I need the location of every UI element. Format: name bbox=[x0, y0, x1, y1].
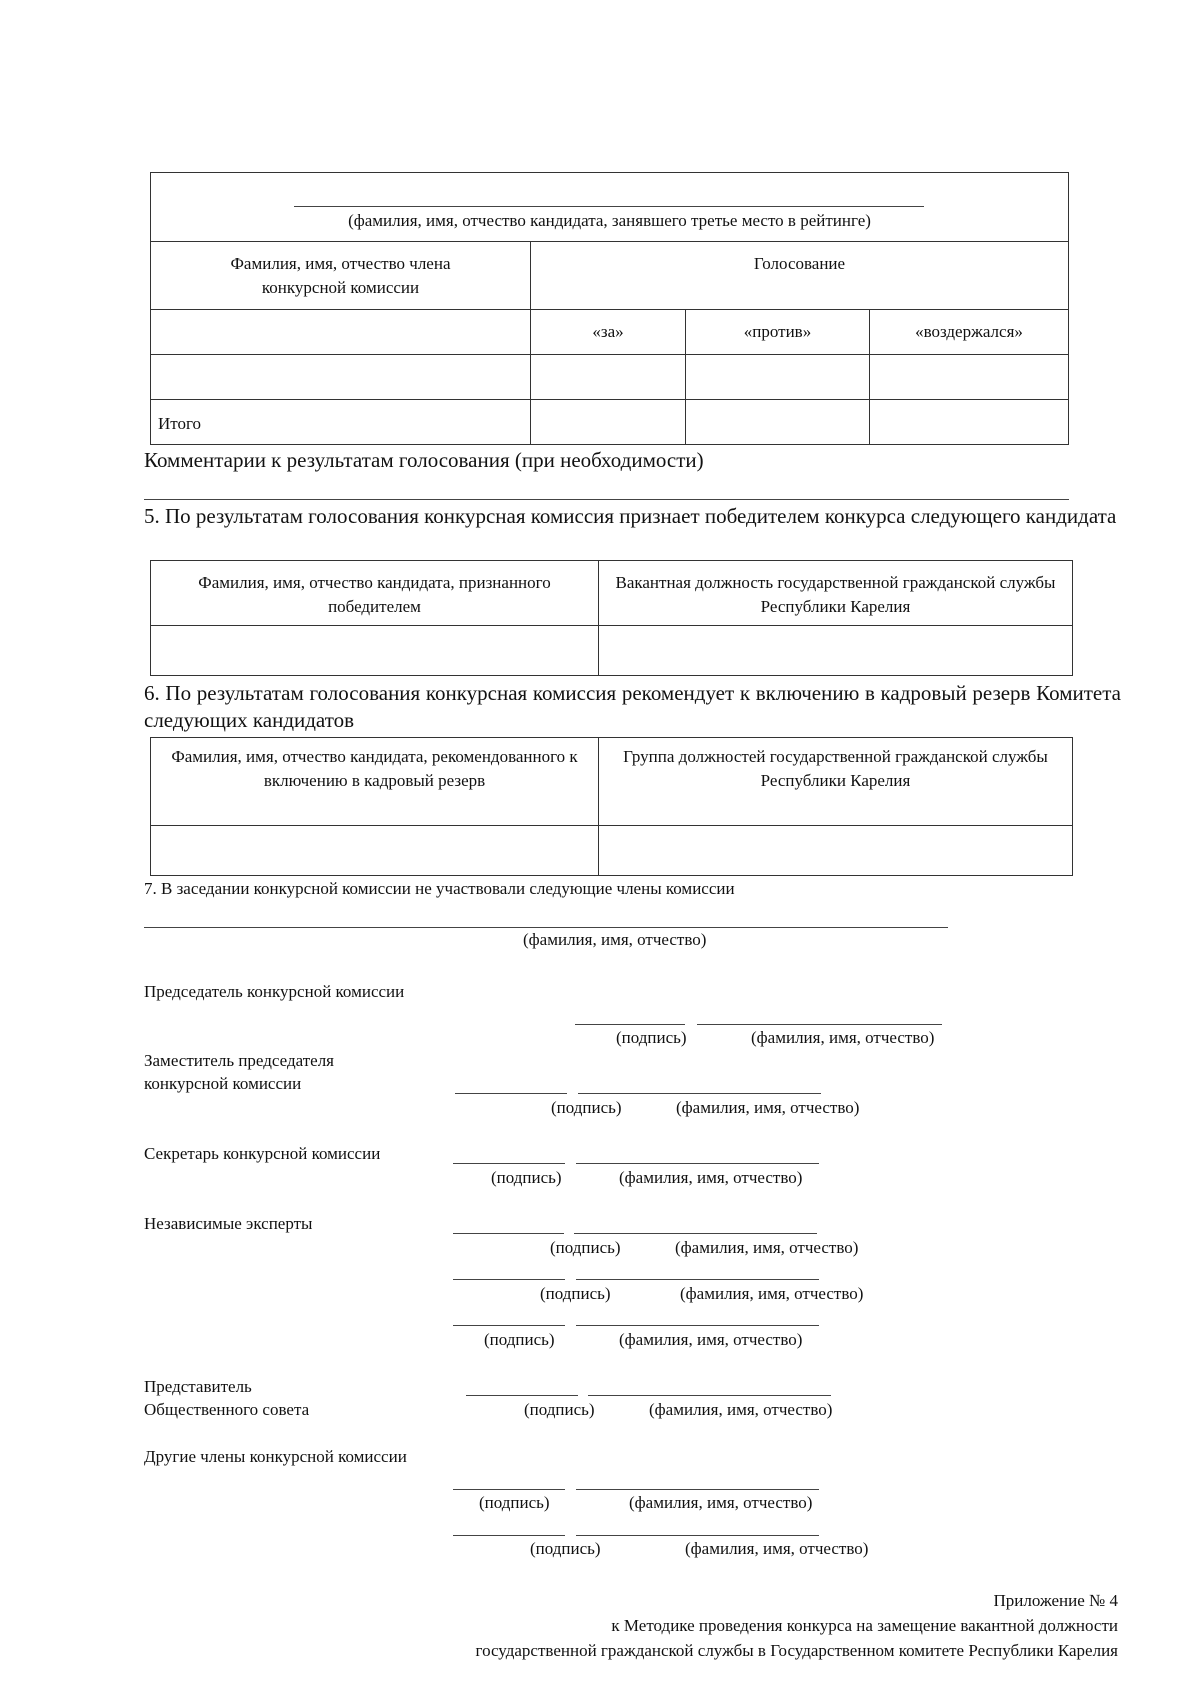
table-cell bbox=[599, 826, 1073, 876]
candidate-name-caption: (фамилия, имя, отчество кандидата, занявшего третье место в рейтинге) bbox=[348, 211, 871, 230]
winner-position-header: Вакантная должность государственной гражданской службы Республики Карелия bbox=[599, 561, 1073, 626]
comments-line bbox=[144, 499, 1069, 500]
section6-text: 6. По результатам голосования конкурсная комиссия рекомендует к включению в кадровый резерв Комитета следующих кандидатов bbox=[144, 681, 1121, 732]
name-caption: (фамилия, имя, отчество) bbox=[619, 1330, 803, 1349]
representative-label-line1: Представитель bbox=[144, 1377, 252, 1396]
winner-name-header: Фамилия, имя, отчество кандидата, признанного победителем bbox=[151, 561, 599, 626]
name-line bbox=[588, 1395, 831, 1396]
name-caption: (фамилия, имя, отчество) bbox=[649, 1400, 833, 1419]
signature-line bbox=[466, 1395, 578, 1396]
col-against: «против» bbox=[686, 310, 870, 355]
appendix-number: Приложение № 4 bbox=[993, 1591, 1118, 1610]
name-caption: (фамилия, имя, отчество) bbox=[676, 1098, 860, 1117]
signature-caption: (подпись) bbox=[479, 1493, 550, 1512]
table-cell bbox=[151, 355, 531, 400]
member-header: Фамилия, имя, отчество члена конкурсной комиссии bbox=[151, 242, 531, 310]
other-members-label: Другие члены конкурсной комиссии bbox=[144, 1447, 407, 1466]
section5-text: 5. По результатам голосования конкурсная комиссия признает победителем конкурса следующего кандидата bbox=[144, 504, 1117, 528]
table-cell bbox=[870, 400, 1069, 445]
signature-line bbox=[455, 1093, 567, 1094]
signature-line bbox=[453, 1325, 565, 1326]
table-cell bbox=[686, 400, 870, 445]
absent-members-line bbox=[144, 927, 948, 928]
table-cell bbox=[686, 355, 870, 400]
appendix-line2: к Методике проведения конкурса на замещение вакантной должности bbox=[611, 1616, 1118, 1635]
secretary-label: Секретарь конкурсной комиссии bbox=[144, 1144, 381, 1163]
voting-header: Голосование bbox=[531, 242, 1069, 310]
deputy-label-line2: конкурсной комиссии bbox=[144, 1074, 302, 1093]
reserve-group-header: Группа должностей государственной гражданской службы Республики Карелия bbox=[599, 738, 1073, 826]
name-caption: (фамилия, имя, отчество) bbox=[680, 1284, 864, 1303]
winner-table bbox=[150, 560, 1073, 676]
signature-line bbox=[453, 1535, 565, 1536]
name-caption: (фамилия, имя, отчество) bbox=[619, 1168, 803, 1187]
reserve-table bbox=[150, 737, 1073, 876]
absent-members-caption: (фамилия, имя, отчество) bbox=[523, 930, 707, 949]
experts-label: Независимые эксперты bbox=[144, 1214, 313, 1233]
signature-caption: (подпись) bbox=[540, 1284, 611, 1303]
signature-line bbox=[453, 1163, 565, 1164]
member-name-cell bbox=[151, 310, 531, 355]
signature-line bbox=[453, 1279, 565, 1280]
signature-line bbox=[453, 1233, 564, 1234]
name-line bbox=[576, 1535, 819, 1536]
name-caption: (фамилия, имя, отчество) bbox=[751, 1028, 935, 1047]
signature-line bbox=[453, 1489, 565, 1490]
name-line bbox=[574, 1233, 817, 1234]
voting-table bbox=[150, 172, 1069, 445]
appendix-footer bbox=[476, 1588, 1118, 1663]
signature-caption: (подпись) bbox=[616, 1028, 687, 1047]
signature-caption: (подпись) bbox=[550, 1238, 621, 1257]
table-cell bbox=[151, 826, 599, 876]
col-abstained: «воздержался» bbox=[870, 310, 1069, 355]
name-line bbox=[697, 1024, 942, 1025]
signature-caption: (подпись) bbox=[491, 1168, 562, 1187]
name-line bbox=[576, 1279, 819, 1280]
name-line bbox=[576, 1489, 819, 1490]
total-label: Итого bbox=[151, 400, 531, 445]
signature-line bbox=[575, 1024, 685, 1025]
name-caption: (фамилия, имя, отчество) bbox=[629, 1493, 813, 1512]
signature-caption: (подпись) bbox=[524, 1400, 595, 1419]
comments-label: Комментарии к результатам голосования (при необходимости) bbox=[144, 448, 704, 472]
name-caption: (фамилия, имя, отчество) bbox=[675, 1238, 859, 1257]
table-cell bbox=[531, 400, 686, 445]
signature-caption: (подпись) bbox=[530, 1539, 601, 1558]
section7-text: 7. В заседании конкурсной комиссии не участвовали следующие члены комиссии bbox=[144, 879, 735, 898]
deputy-label-line1: Заместитель председателя bbox=[144, 1051, 334, 1070]
name-line bbox=[576, 1325, 819, 1326]
representative-label-line2: Общественного совета bbox=[144, 1400, 310, 1419]
table-cell bbox=[870, 355, 1069, 400]
signature-caption: (подпись) bbox=[484, 1330, 555, 1349]
name-line bbox=[576, 1163, 819, 1164]
name-line bbox=[578, 1093, 821, 1094]
table-cell bbox=[531, 355, 686, 400]
candidate-name-cell bbox=[151, 173, 1069, 242]
col-for: «за» bbox=[531, 310, 686, 355]
signature-caption: (подпись) bbox=[551, 1098, 622, 1117]
chairman-label: Председатель конкурсной комиссии bbox=[144, 982, 405, 1001]
name-caption: (фамилия, имя, отчество) bbox=[685, 1539, 869, 1558]
reserve-name-header: Фамилия, имя, отчество кандидата, рекомендованного к включению в кадровый резерв bbox=[151, 738, 599, 826]
table-cell bbox=[151, 626, 599, 676]
table-cell bbox=[599, 626, 1073, 676]
appendix-line3: государственной гражданской службы в Государственном комитете Республики Карелия bbox=[475, 1641, 1118, 1660]
